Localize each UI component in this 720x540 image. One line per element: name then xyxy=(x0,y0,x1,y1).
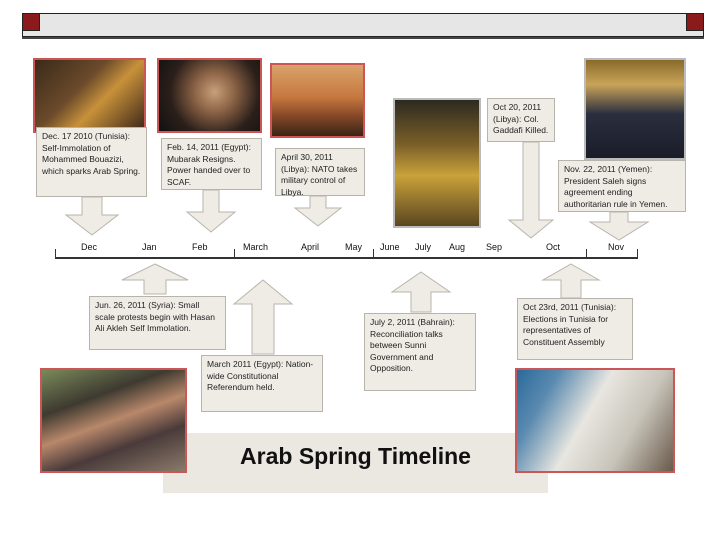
month-label: Jan xyxy=(142,242,157,252)
timeline-tick xyxy=(586,249,587,258)
up-arrow-icon xyxy=(120,262,190,296)
event-text: Jun. 26, 2011 (Syria): Small scale protests begin with Hasan Ali Akleh Self Immolation. xyxy=(95,300,216,333)
month-label: June xyxy=(380,242,400,252)
month-label: Dec xyxy=(81,242,98,252)
event-callout xyxy=(275,148,365,196)
photo-saleh xyxy=(584,58,686,160)
down-arrow-icon xyxy=(588,212,650,242)
event-callout xyxy=(89,296,226,350)
month-label: Nov xyxy=(608,242,625,252)
event-callout xyxy=(161,138,262,190)
event-text: Oct 20, 2011 (Libya): Col. Gaddafi Killed. xyxy=(493,102,549,135)
timeline-tick xyxy=(234,249,235,258)
event-callout xyxy=(201,355,323,412)
photo-candles-vigil xyxy=(33,58,146,133)
month-label: July xyxy=(415,242,432,252)
event-callout xyxy=(558,160,686,212)
down-arrow-icon xyxy=(293,196,343,228)
timeline-tick xyxy=(373,249,374,258)
month-label: March xyxy=(243,242,269,252)
month-label: Sep xyxy=(486,242,503,252)
month-label: May xyxy=(345,242,363,252)
event-text: Dec. 17 2010 (Tunisia): Self-Immolation of Mohammed Bouazizi, which sparks Arab Spring. xyxy=(42,131,141,176)
page-title: Arab Spring Timeline xyxy=(240,443,471,469)
month-label: Feb xyxy=(192,242,208,252)
down-arrow-icon xyxy=(507,142,555,240)
header-rule xyxy=(22,37,704,39)
up-arrow-icon xyxy=(232,278,294,356)
event-callout xyxy=(487,98,555,142)
timeline-axis xyxy=(55,257,638,259)
event-text: March 2011 (Egypt): Nation-wide Constitutional Referendum held. xyxy=(207,359,314,392)
event-callout xyxy=(36,127,147,197)
month-label: April xyxy=(301,242,320,252)
event-callout xyxy=(517,298,633,360)
timeline-tick xyxy=(637,249,638,258)
down-arrow-icon xyxy=(183,190,239,234)
month-label: Oct xyxy=(546,242,561,252)
event-text: July 2, 2011 (Bahrain): Reconciliation talks between Sunni Government and Opposition. xyxy=(370,317,455,373)
photo-tunisia-election xyxy=(515,368,675,473)
month-label: Aug xyxy=(449,242,466,252)
up-arrow-icon xyxy=(390,270,452,314)
event-text: April 30, 2011 (Libya): NATO takes military control of Libya. xyxy=(281,152,358,197)
event-text: Oct 23rd, 2011 (Tunisia): Elections in Tunisia for representatives of Constituent Assembly xyxy=(523,302,617,347)
event-text: Nov. 22, 2011 (Yemen): President Saleh signs agreement ending authoritarian rule in Yemen. xyxy=(564,164,668,209)
header-bar xyxy=(22,13,704,37)
title-panel xyxy=(163,433,548,493)
photo-gaddafi xyxy=(393,98,481,228)
photo-syria-protest xyxy=(40,368,187,473)
photo-nato-aircraft xyxy=(270,63,365,138)
event-text: Feb. 14, 2011 (Egypt): Mubarak Resigns. Power handed over to SCAF. xyxy=(167,142,251,187)
photo-mubarak xyxy=(157,58,262,133)
down-arrow-icon xyxy=(62,197,122,237)
header-square-left xyxy=(22,13,40,31)
header-square-right xyxy=(686,13,704,31)
event-callout xyxy=(364,313,476,391)
up-arrow-icon xyxy=(541,262,601,300)
timeline-tick xyxy=(55,249,56,258)
